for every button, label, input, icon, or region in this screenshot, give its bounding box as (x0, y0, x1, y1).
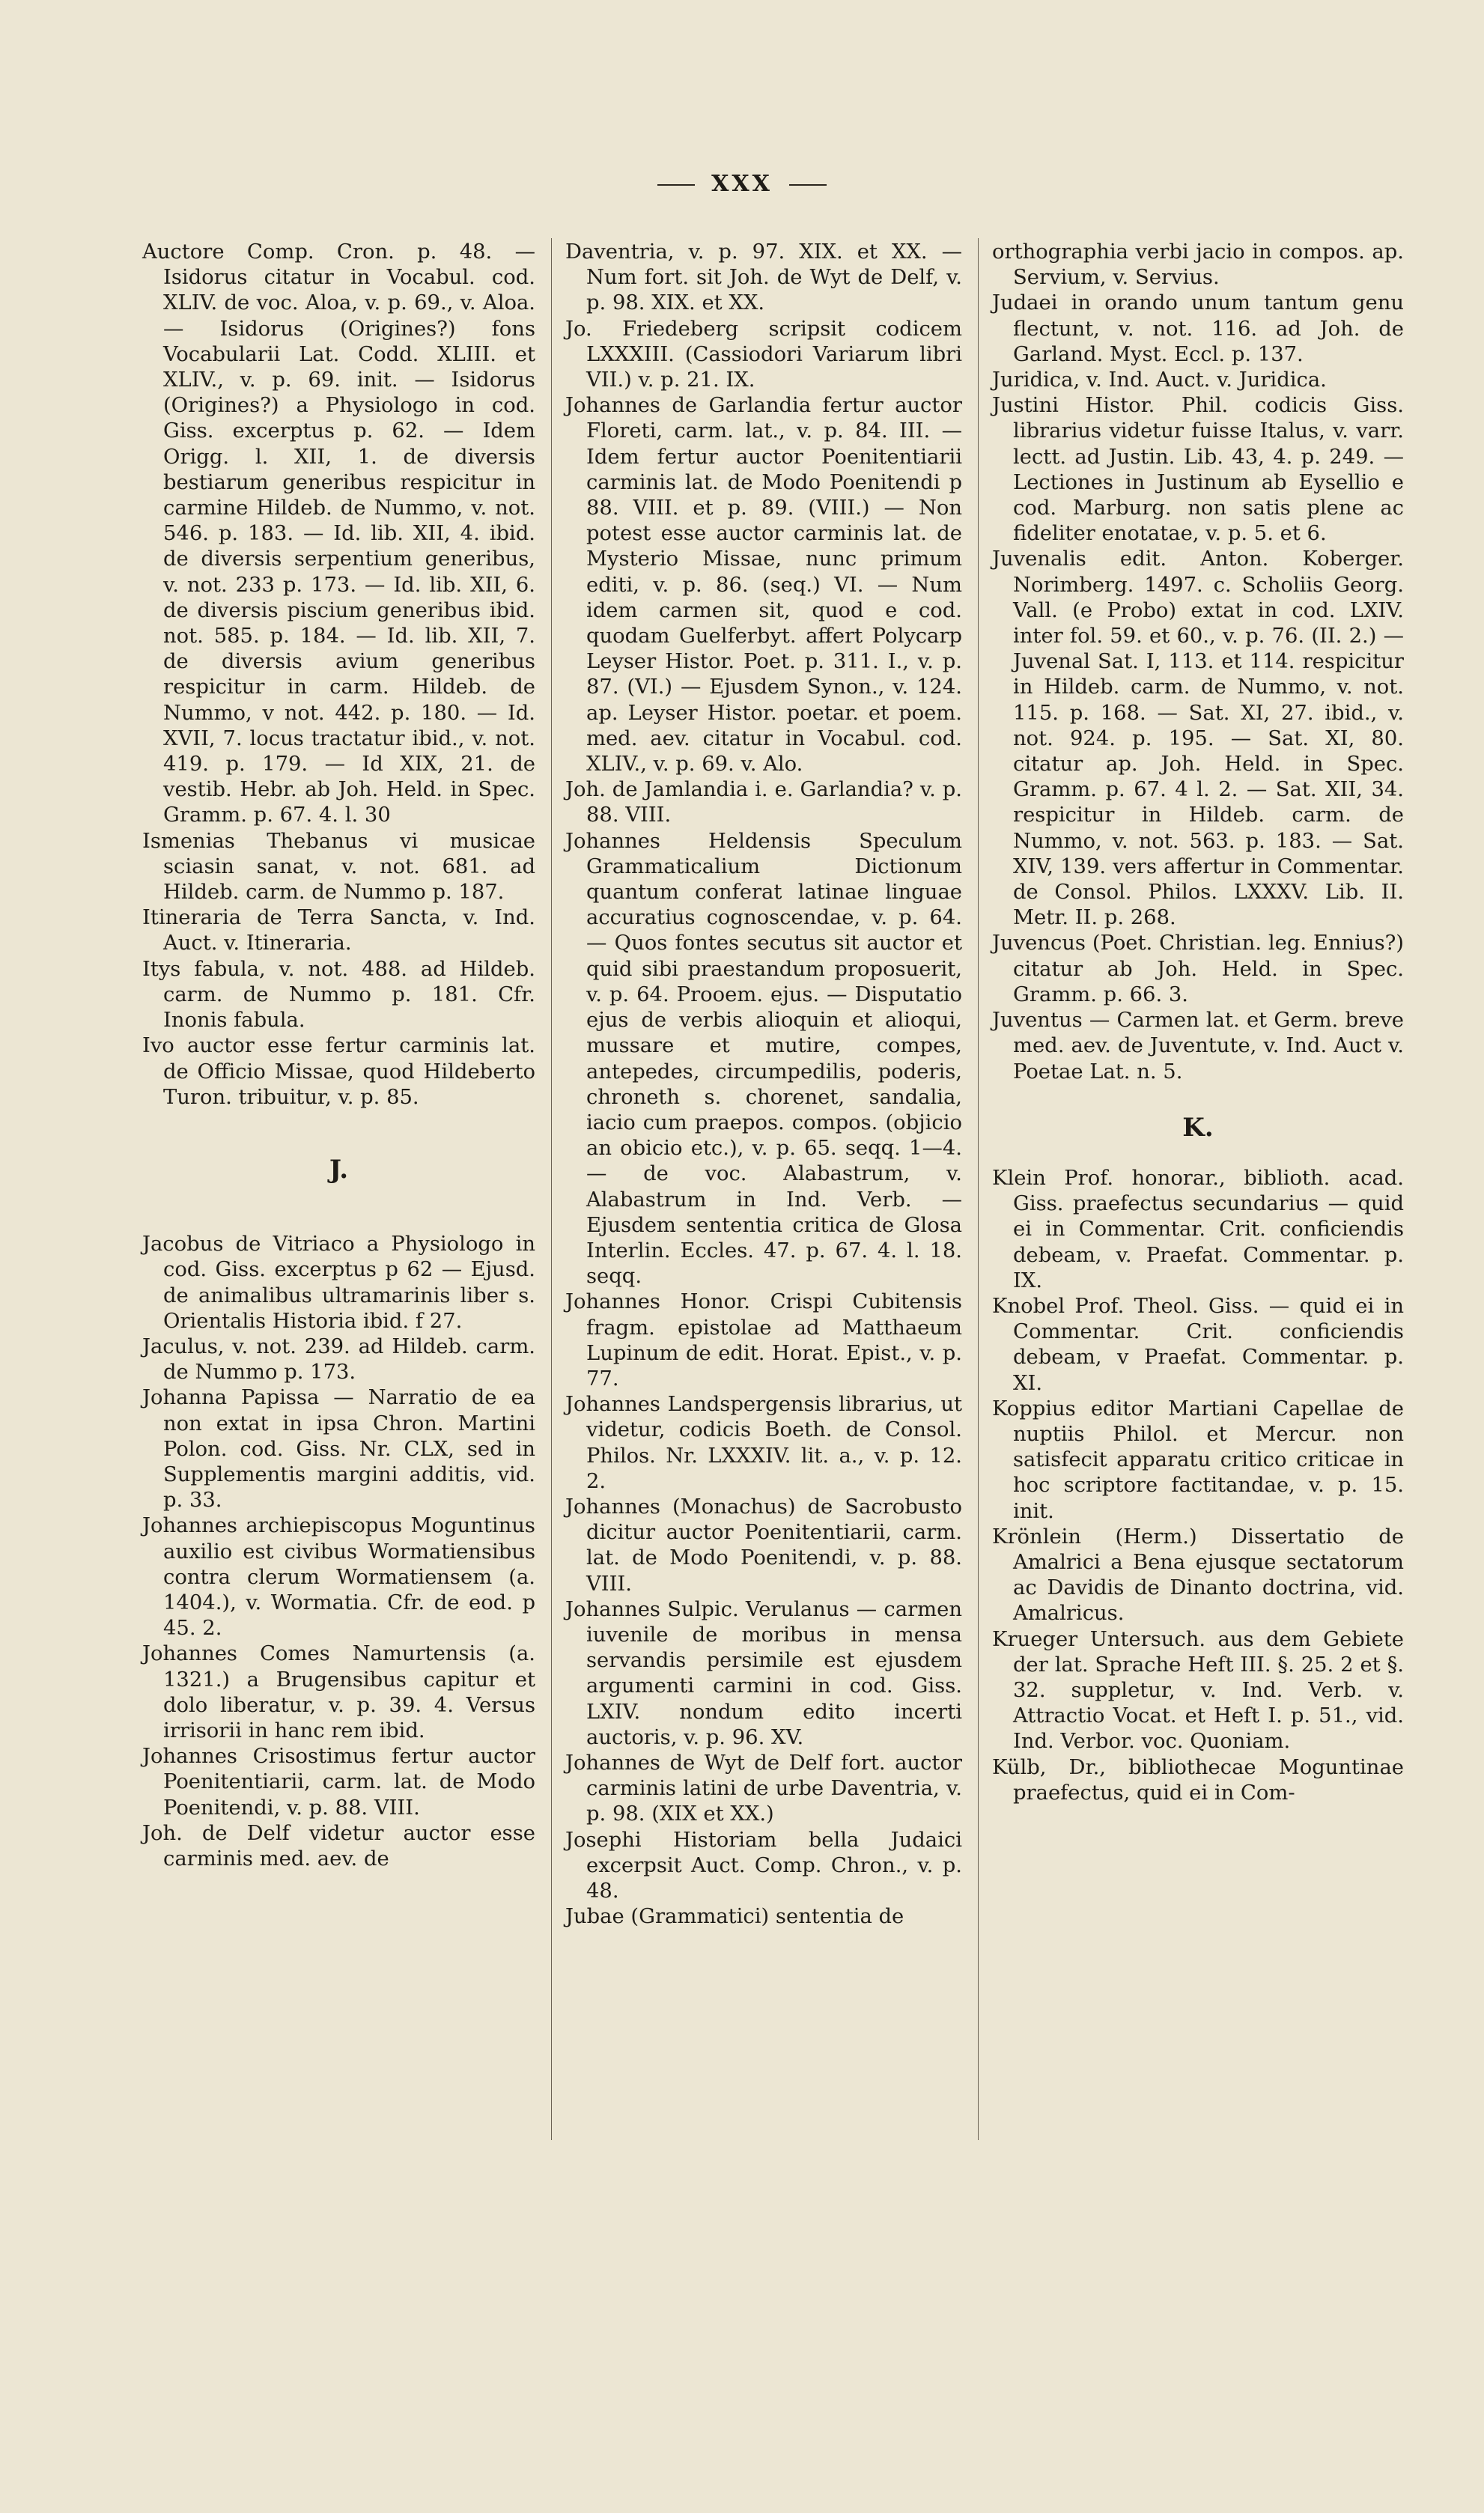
index-entry: Daventria, v. p. 97. XIX. et XX. — Num fort. sit Joh. de Wyt de Delf, v. p. 98. XIX. et XX. (565, 240, 962, 315)
index-entry: Külb, Dr., bibliothecae Moguntinae praefectus, quid ei in Com- (992, 1755, 1404, 1805)
index-entry: Krueger Untersuch. aus dem Gebiete der lat. Sprache Heft III. §. 25. 2 et §. 32. suppletur, v. Ind. Verb. v. Attractio Vocat. et Heft I. p. 51., vid. Ind. Verbor. voc. Quoniam. (992, 1627, 1404, 1754)
column-divider-1 (551, 238, 552, 2140)
index-entry: Johannes Honor. Crispi Cubitensis fragm. epistolae ad Matthaeum Lupinum de edit. Horat. Epist., v. p. 77. (565, 1290, 962, 1391)
index-entry: Juvenalis edit. Anton. Koberger. Norimberg. 1497. c. Scholiis Georg. Vall. (e Probo) extat in cod. LXIV. inter fol. 59. et 60., v. p. 76. (II. 2.) — Juvenal Sat. I, 113. et 114. respicitur in Hildeb. carm. de Nummo, v. not. 115. p. 168. — Sat. XI, 27. ibid., v. not. 924. p. 195. — Sat. XI, 80. citatur ap. Joh. Held. in Spec. Gramm. p. 67. 4 l. 2. — Sat. XII, 34. respicitur in Hildeb. carm. de Nummo, v. not. 563. p. 183. — Sat. XIV, 139. vers affertur in Commentar. de Consol. Philos. LXXXV. Lib. II. Metr. II. p. 268. (992, 547, 1404, 930)
index-entry: Ivo auctor esse fertur carminis lat. de Officio Missae, quod Hildeberto Turon. tribuitur, v. p. 85. (142, 1034, 535, 1109)
column-3 (992, 240, 1404, 1806)
index-entry: Johannes Sulpic. Verulanus — carmen iuvenile de moribus in mensa servandis persimile est ejusdem argumenti carmini in cod. Giss. LXIV. nondum edito incerti auctoris, v. p. 96. XV. (565, 1597, 962, 1749)
index-entry: Johannes de Garlandia fertur auctor Floreti, carm. lat., v. p. 84. III. — Idem fertur auctor Poenitentiarii carminis lat. de Modo Poenitendi p 88. VIII. et p. 89. (VIII.) — Non potest esse auctor carminis lat. de Mysterio Missae, nunc primum editi, v. p. 86. (seq.) VI. — Num idem carmen sit, quod e cod. quodam Guelferbyt. affert Polycarp Leyser Histor. Poet. p. 311. I., v. p. 87. (VI.) — Ejusdem Synon., v. 124. ap. Leyser Histor. poetar. et poem. med. aev. citatur in Vocabul. cod. XLIV., v. p. 69. v. Alo. (565, 394, 962, 777)
page-number: XXX (711, 171, 773, 197)
index-entry: Juridica, v. Ind. Auct. v. Juridica. (992, 368, 1327, 392)
index-entry: Krönlein (Herm.) Dissertatio de Amalrici a Bena ejusque sectatorum ac Davidis de Dinanto doctrina, vid. Amalricus. (992, 1525, 1404, 1626)
index-entry: Judaei in orando unum tantum genu flectunt, v. not. 116. ad Joh. de Garland. Myst. Eccl. p. 137. (992, 291, 1404, 366)
index-entry: Auctore Comp. Cron. p. 48. — Isidorus citatur in Vocabul. cod. XLIV. de voc. Aloa, v. p. 69., v. Aloa. — Isidorus (Origines?) fons Vocabularii Lat. Codd. XLIII. et XLIV., v. p. 69. init. — Isidorus (Origines?) a Physiologo in cod. Giss. excerptus p. 62. — Idem Origg. l. XII, 1. de diversis bestiarum generibus respicitur in carmine Hildeb. de Nummo, v. not. 546. p. 183. — Id. lib. XII, 4. ibid. de diversis serpentium generibus, v. not. 233 p. 173. — Id. lib. XII, 6. de diversis piscium generibus ibid. not. 585. p. 184. — Id. lib. XII, 7. de diversis avium generibus respicitur in carm. Hildeb. de Nummo, v not. 442. p. 180. — Id. XVII, 7. locus tractatur ibid., v. not. 419. p. 179. — Id XIX, 21. de vestib. Hebr. ab Joh. Held. in Spec. Gramm. p. 67. 4. l. 30 (142, 240, 535, 827)
index-entry: Johannes Comes Namurtensis (a. 1321.) a Brugensibus capitur et dolo liberatur, v. p. 39. 4. Versus irrisorii in hanc rem ibid. (142, 1642, 535, 1742)
index-entry: Itineraria de Terra Sancta, v. Ind. Auct. v. Itineraria. (142, 906, 535, 955)
index-entry: Johannes de Wyt de Delf fort. auctor carminis latini de urbe Daventria, v. p. 98. (XIX et XX.) (565, 1751, 962, 1826)
index-entry: Johannes Crisostimus fertur auctor Poenitentiarii, carm. lat. de Modo Poenitendi, v. p. 88. VIII. (142, 1745, 535, 1820)
index-entry: Ismenias Thebanus vi musicae sciasin sanat, v. not. 681. ad Hildeb. carm. de Nummo p. 187. (142, 829, 535, 905)
index-entry: Jaculus, v. not. 239. ad Hildeb. carm. de Nummo p. 173. (142, 1334, 535, 1385)
index-entry: Johannes Landspergensis librarius, ut videtur, codicis Boeth. de Consol. Philos. Nr. LXXXIV. lit. a., v. p. 12. 2. (565, 1393, 962, 1493)
index-entry: Johannes archiepiscopus Moguntinus auxilio est civibus Wormatiensibus contra clerum Wormatiensem (a. 1404.), v. Wormatia. Cfr. de eod. p 45. 2. (142, 1514, 535, 1641)
index-entry: orthographia verbi jacio in compos. ap. Servium, v. Servius. (992, 240, 1404, 290)
index-entry: Koppius editor Martiani Capellae de nuptiis Philol. et Mercur. non satisfecit apparatu critico criticae in hoc scriptore factitandae, v. p. 15. init. (992, 1397, 1404, 1523)
index-entry: Itys fabula, v. not. 488. ad Hildeb. carm. de Nummo p. 181. Cfr. Inonis fabula. (142, 957, 535, 1033)
index-entry: Joh. de Delf videtur auctor esse carminis med. aev. de (142, 1821, 535, 1871)
index-entry: Johanna Papissa — Narratio de ea non extat in ipsa Chron. Martini Polon. cod. Giss. Nr. CLX, sed in Supplementis margini additis, vid. p. 33. (142, 1386, 535, 1513)
column-2 (565, 240, 962, 1930)
index-entry: Juventus — Carmen lat. et Germ. breve med. aev. de Juventute, v. Ind. Auct v. Poetae Lat. n. 5. (992, 1009, 1404, 1084)
header-dash-left (657, 184, 695, 186)
index-entry: Juvencus (Poet. Christian. leg. Ennius?) citatur ab Joh. Held. in Spec. Gramm. p. 66. 3. (992, 932, 1404, 1006)
section-heading-k: K. (1182, 1112, 1214, 1143)
header-dash-right (789, 184, 827, 186)
index-entry: Klein Prof. honorar., biblioth. acad. Giss. praefectus secundarius — quid ei in Commentar. Crit. conficiendis debeam, v. Praefat. Commentar. p. IX. (992, 1166, 1404, 1292)
index-entry: Joh. de Jamlandia i. e. Garlandia? v. p. 88. VIII. (565, 778, 962, 827)
index-entry: Josephi Historiam bella Judaici excerpsit Auct. Comp. Chron., v. p. 48. (565, 1828, 962, 1903)
index-entry: Knobel Prof. Theol. Giss. — quid ei in Commentar. Crit. conficiendis debeam, v Praefat. Commentar. p. XI. (992, 1294, 1404, 1395)
index-entry: Johannes (Monachus) de Sacrobusto dicitur auctor Poenitentiarii, carm. lat. de Modo Poenitendi, v. p. 88. VIII. (565, 1495, 962, 1596)
column-1 (142, 240, 535, 1872)
index-entry: Justini Histor. Phil. codicis Giss. librarius videtur fuisse Italus, v. varr. lectt. ad Justin. Lib. 43, 4. p. 249. — Lectiones in Justinum ab Eysellio e cod. Marburg. non satis plene ac fideliter enotatae, v. p. 5. et 6. (992, 394, 1404, 546)
index-entry: Jacobus de Vitriaco a Physiologo in cod. Giss. excerptus p 62 — Ejusd. de animalibus ultramarinis liber s. Orientalis Historia ibid. f 27. (142, 1233, 535, 1333)
section-heading-j: J. (329, 1154, 349, 1185)
index-entry: Jo. Friedeberg scripsit codicem LXXXIII. (Cassiodori Variarum libri VII.) v. p. 21. IX. (565, 317, 962, 392)
page-header (0, 171, 1484, 197)
index-entry: Johannes Heldensis Speculum Grammaticalium Dictionum quantum conferat latinae linguae accuratius cognoscendae, v. p. 64. — Quos fontes secutus sit auctor et quid sibi praestandum proposuerit, v. p. 64. Prooem. ejus. — Disputatio ejus de verbis alioquin et alioqui, mussare et mutire, compes, antepedes, circumpedilis, poderis, chroneth s. chorenet, sandalia, iacio cum praepos. compos. (objicio an obicio etc.), v. p. 65. seqq. 1—4. — de voc. Alabastrum, v. Alabastrum in Ind. Verb. — Ejusdem sententia critica de Glosa Interlin. Eccles. 47. p. 67. 4. l. 18. seqq. (565, 829, 962, 1289)
index-entry: Jubae (Grammatici) sententia de (565, 1905, 904, 1929)
column-divider-2 (978, 238, 979, 2140)
